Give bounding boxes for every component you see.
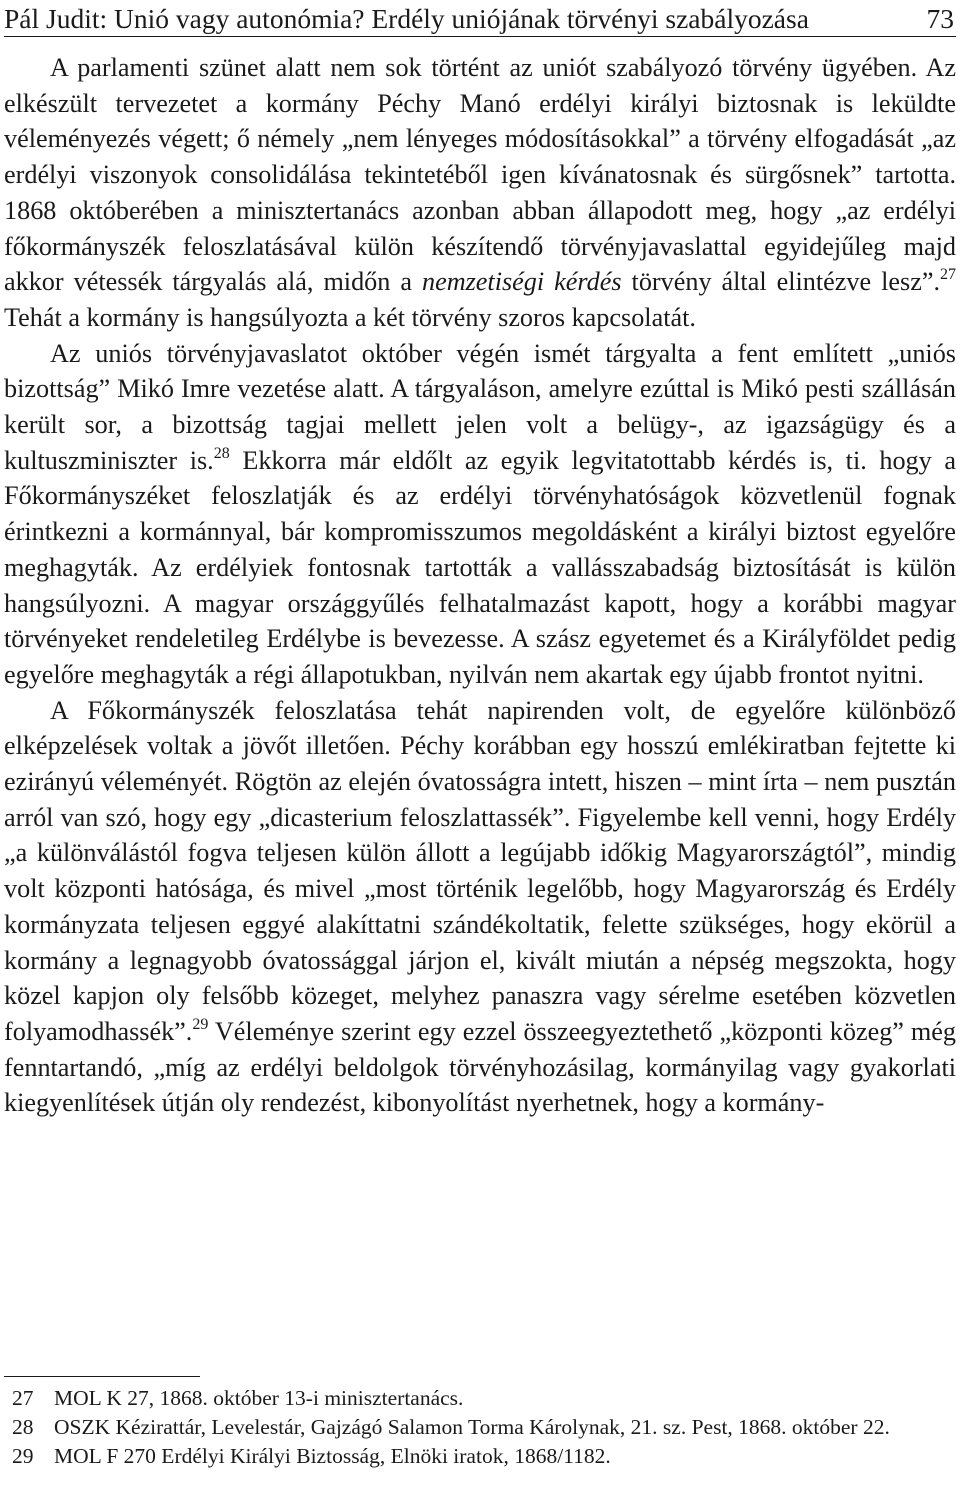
running-title: Pál Judit: Unió vagy autonómia? Erdély uniójának törvényi szabályozása bbox=[4, 3, 809, 34]
footnote-27 bbox=[4, 1384, 956, 1413]
body-text bbox=[4, 50, 956, 1121]
footnote-text: MOL K 27, 1868. október 13-i minisztertanács. bbox=[54, 1386, 464, 1410]
footnote-text: OSZK Kézirattár, Levelestár, Gajzágó Salamon Torma Károlynak, 21. sz. Pest, 1868. október 22. bbox=[54, 1415, 890, 1439]
page-number: 73 bbox=[926, 3, 954, 34]
footnote-ref-27[interactable]: 27 bbox=[940, 266, 956, 284]
footnote-ref-29[interactable]: 29 bbox=[192, 1015, 209, 1033]
footnote-separator bbox=[4, 1376, 200, 1377]
footnote-29 bbox=[4, 1442, 956, 1471]
footnote-number: 29 bbox=[12, 1444, 34, 1468]
paragraph-1-text-b: törvény által elintézve lesz”. bbox=[621, 267, 940, 297]
footnote-ref-28[interactable]: 28 bbox=[213, 444, 230, 462]
paragraph-2-text-b: Ekkorra már eldőlt az egyik legvitatottabb kérdés is, ti. hogy a Főkormányszéket feloszlatják és az erdélyi törvényhatóságok közvetlenül fognak érintkezni a kormánnyal, bár kompromisszumos megoldásként a királyi biztost egyelőre meghagyták. Az erdélyiek fontosnak tartották a vallásszabadság biztosítását is külön hangsúlyozni. A magyar országgyűlés felhatalmazást kapott, hogy a korábbi magyar törvényeket rendeletileg Erdélybe is bevezesse. A szász egyetemet és a Királyföldet pedig egyelőre meghagyták a régi állapotukban, nyilván nem akartak egy újabb frontot nyitni. bbox=[4, 445, 956, 689]
paragraph-2-text-a: Az uniós törvényjavaslatot október végén ismét tárgyalta a fent említett „uniós bizottság” Mikó Imre vezetése alatt. A tárgyaláson, amelyre ezúttal is Mikó pesti szállásán került sor, a bizottság tagjai mellett jelen volt a belügy-, az igazságügy és a kultuszminiszter is. bbox=[4, 338, 956, 475]
footnote-number: 27 bbox=[12, 1386, 34, 1410]
paragraph-2 bbox=[4, 336, 956, 693]
running-header bbox=[4, 2, 956, 37]
paragraph-3 bbox=[4, 693, 956, 1121]
footnote-number: 28 bbox=[12, 1415, 34, 1439]
footnote-28 bbox=[4, 1413, 956, 1442]
footnotes bbox=[4, 1384, 956, 1471]
footnote-text: MOL F 270 Erdélyi Királyi Biztosság, Elnöki iratok, 1868/1182. bbox=[54, 1444, 611, 1468]
paragraph-3-text-b: Véleménye szerint egy ezzel összeegyeztethető „központi közeg” még fenntartandó, „míg az erdélyi beldolgok törvényhozásilag, kormányilag vagy gyakorlati kiegyenlítések útján oly rendezést, kibonyolítást nyerhetnek, hogy a kormány- bbox=[4, 1016, 956, 1118]
emphasis-nemzetisegi-kerdes: nemzetiségi kérdés bbox=[421, 267, 622, 297]
paragraph-1-text-a: A parlamenti szünet alatt nem sok történt az uniót szabályozó törvény ügyében. Az elkészült tervezetet a kormány Péchy Manó erdélyi királyi biztosnak is leküldte véleményezés végett; ő némely „nem lényeges módosításokkal” a törvény elfogadását „az erdélyi viszonyok consolidálása tekintetéből igen kívánatosnak és sürgősnek” tartotta. 1868 októberében a minisztertanács azonban abban állapodott meg, hogy „az erdélyi főkormányszék feloszlatásával külön készítendő törvényjavaslattal egyidejűleg majd akkor vétessék tárgyalás alá, midőn a bbox=[4, 53, 956, 297]
paragraph-3-text-a: A Főkormányszék feloszlatása tehát napirenden volt, de egyelőre különböző elképzelések voltak a jövőt illetően. Péchy korábban egy hosszú emlékiratban fejtette ki ezirányú véleményét. Rögtön az elején óvatosságra intett, hiszen – mint írta – nem pusztán arról van szó, hogy egy „dicasterium feloszlattassék”. Figyelembe kell venni, hogy Erdély „a különválástól fogva teljesen külön állott a legújabb időkig Magyarországtól”, mindig volt központi hatósága, és mivel „most történik legelőbb, hogy Magyarország és Erdély kormányzata teljesen eggyé alakíttatni szándékoltatik, felette szükséges, hogy ekörül a kormány a legnagyobb óvatossággal járjon el, kivált miután a népség megszokta, hogy közel kapjon oly felsőbb közeget, melyhez panaszra vagy sérelme esetében közvetlen folyamodhassék”. bbox=[4, 695, 956, 1046]
paragraph-1-text-c: Tehát a kormány is hangsúlyozta a két törvény szoros kapcsolatát. bbox=[4, 302, 696, 332]
paragraph-1 bbox=[4, 50, 956, 336]
